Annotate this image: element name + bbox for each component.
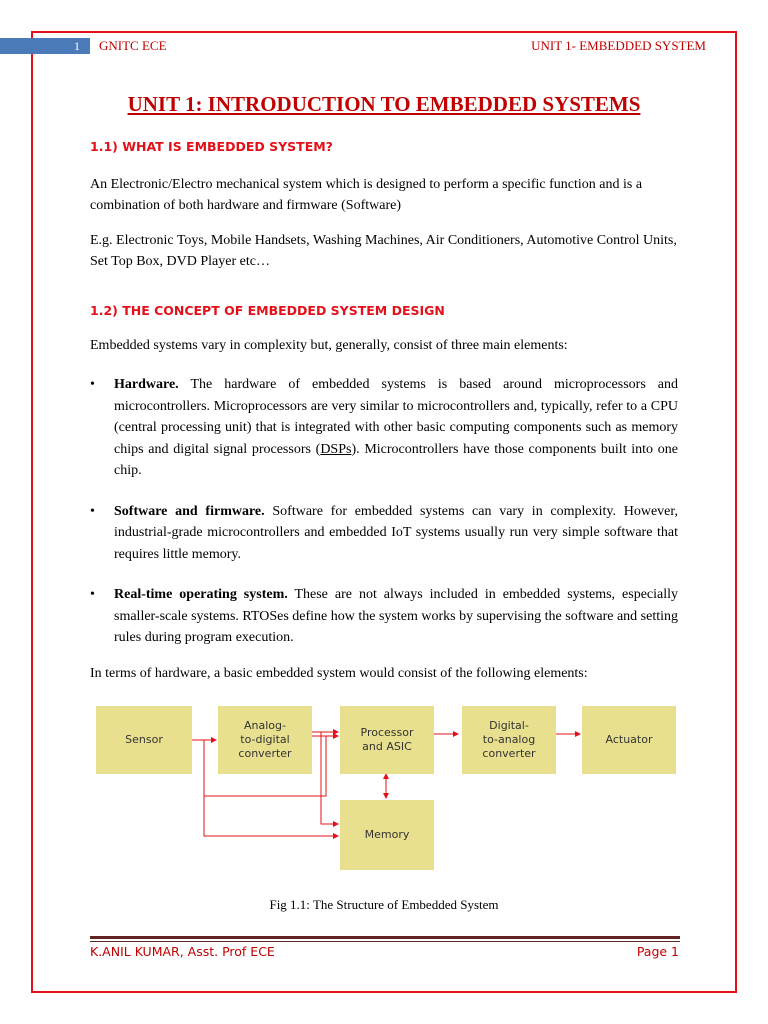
section-1-heading: 1.1) WHAT IS EMBEDDED SYSTEM?	[90, 139, 333, 154]
arrow-adc-to-memory-1	[321, 732, 338, 824]
page-number-tab: 1	[0, 38, 90, 54]
actuator-label: Actuator	[605, 733, 653, 746]
dac-box	[462, 706, 556, 774]
document-title: UNIT 1: INTRODUCTION TO EMBEDDED SYSTEMS	[127, 92, 641, 116]
dac-label: Digital- to-analog converter	[482, 719, 536, 760]
sensor-label: Sensor	[125, 733, 163, 746]
list-item-rtos	[90, 584, 678, 649]
bullet-text: Software for embedded systems can vary in complexity. However, industrial-grade microcontrollers and embedded IoT systems usually run very simple software that requires little memory.	[114, 503, 678, 562]
header-left: GNITC ECE	[99, 38, 167, 53]
bullet-term: Software and firmware.	[114, 503, 265, 519]
bullet-icon: •	[90, 377, 95, 392]
adc-label: Analog- to-digital converter	[238, 719, 292, 760]
bullet-term: Hardware.	[114, 377, 179, 392]
bullet-term: Real-time operating system.	[114, 587, 288, 602]
arrow-sensor-to-memory	[204, 796, 338, 836]
embedded-system-diagram	[92, 700, 682, 880]
dsps-link[interactable]: DSPs	[320, 441, 352, 457]
bullet-text: These are not always included in embedded systems, especially smaller-scale systems. RTOSes define how the system works by supervising the software and setting rules during program execution.	[114, 587, 679, 645]
section-1-paragraph-2: E.g. Electronic Toys, Mobile Handsets, Washing Machines, Air Conditioners, Automotive Control Units, Set Top Box, DVD Player etc…	[90, 233, 677, 269]
bullet-icon: •	[90, 503, 95, 519]
figure-caption: Fig 1.1: The Structure of Embedded System	[269, 897, 499, 912]
section-2-intro: Embedded systems vary in complexity but, generally, consist of three main elements:	[90, 338, 568, 353]
section-2-heading: 1.2) THE CONCEPT OF EMBEDDED SYSTEM DESIGN	[90, 303, 445, 318]
memory-label: Memory	[364, 828, 410, 841]
bullet-icon: •	[90, 587, 95, 602]
sensor-box	[96, 706, 192, 774]
footer-author: K.ANIL KUMAR, Asst. Prof ECE	[90, 944, 275, 959]
processor-box	[340, 706, 434, 774]
footer-page-number: Page 1	[636, 944, 679, 959]
header-right: UNIT 1- EMBEDDED SYSTEM	[531, 38, 706, 53]
bullet-text-end: ). Microcontrollers have those components built into one chip.	[114, 441, 678, 478]
adc-box	[218, 706, 312, 774]
processor-label: Processor and ASIC	[360, 726, 414, 753]
memory-box	[340, 800, 434, 870]
elements-list	[90, 374, 678, 668]
section-1-paragraph-1: An Electronic/Electro mechanical system which is designed to perform a specific function and is a combination of both hardware and firmware (Software)	[90, 177, 643, 213]
footer-rule-thick	[90, 936, 680, 939]
list-item-hardware	[90, 374, 678, 482]
actuator-box	[582, 706, 676, 774]
bullet-text: The hardware of embedded systems is based around microprocessors and microcontrollers. Microprocessors are very similar to microcontrollers and, typically, refer to a CPU (central processing unit) that is integrated with other basic computing components such as memory chips and digital signal processors (	[114, 377, 678, 457]
hardware-intro: In terms of hardware, a basic embedded system would consist of the following elements:	[90, 666, 588, 681]
list-item-software	[90, 501, 678, 566]
footer-rule-thin	[90, 941, 680, 942]
